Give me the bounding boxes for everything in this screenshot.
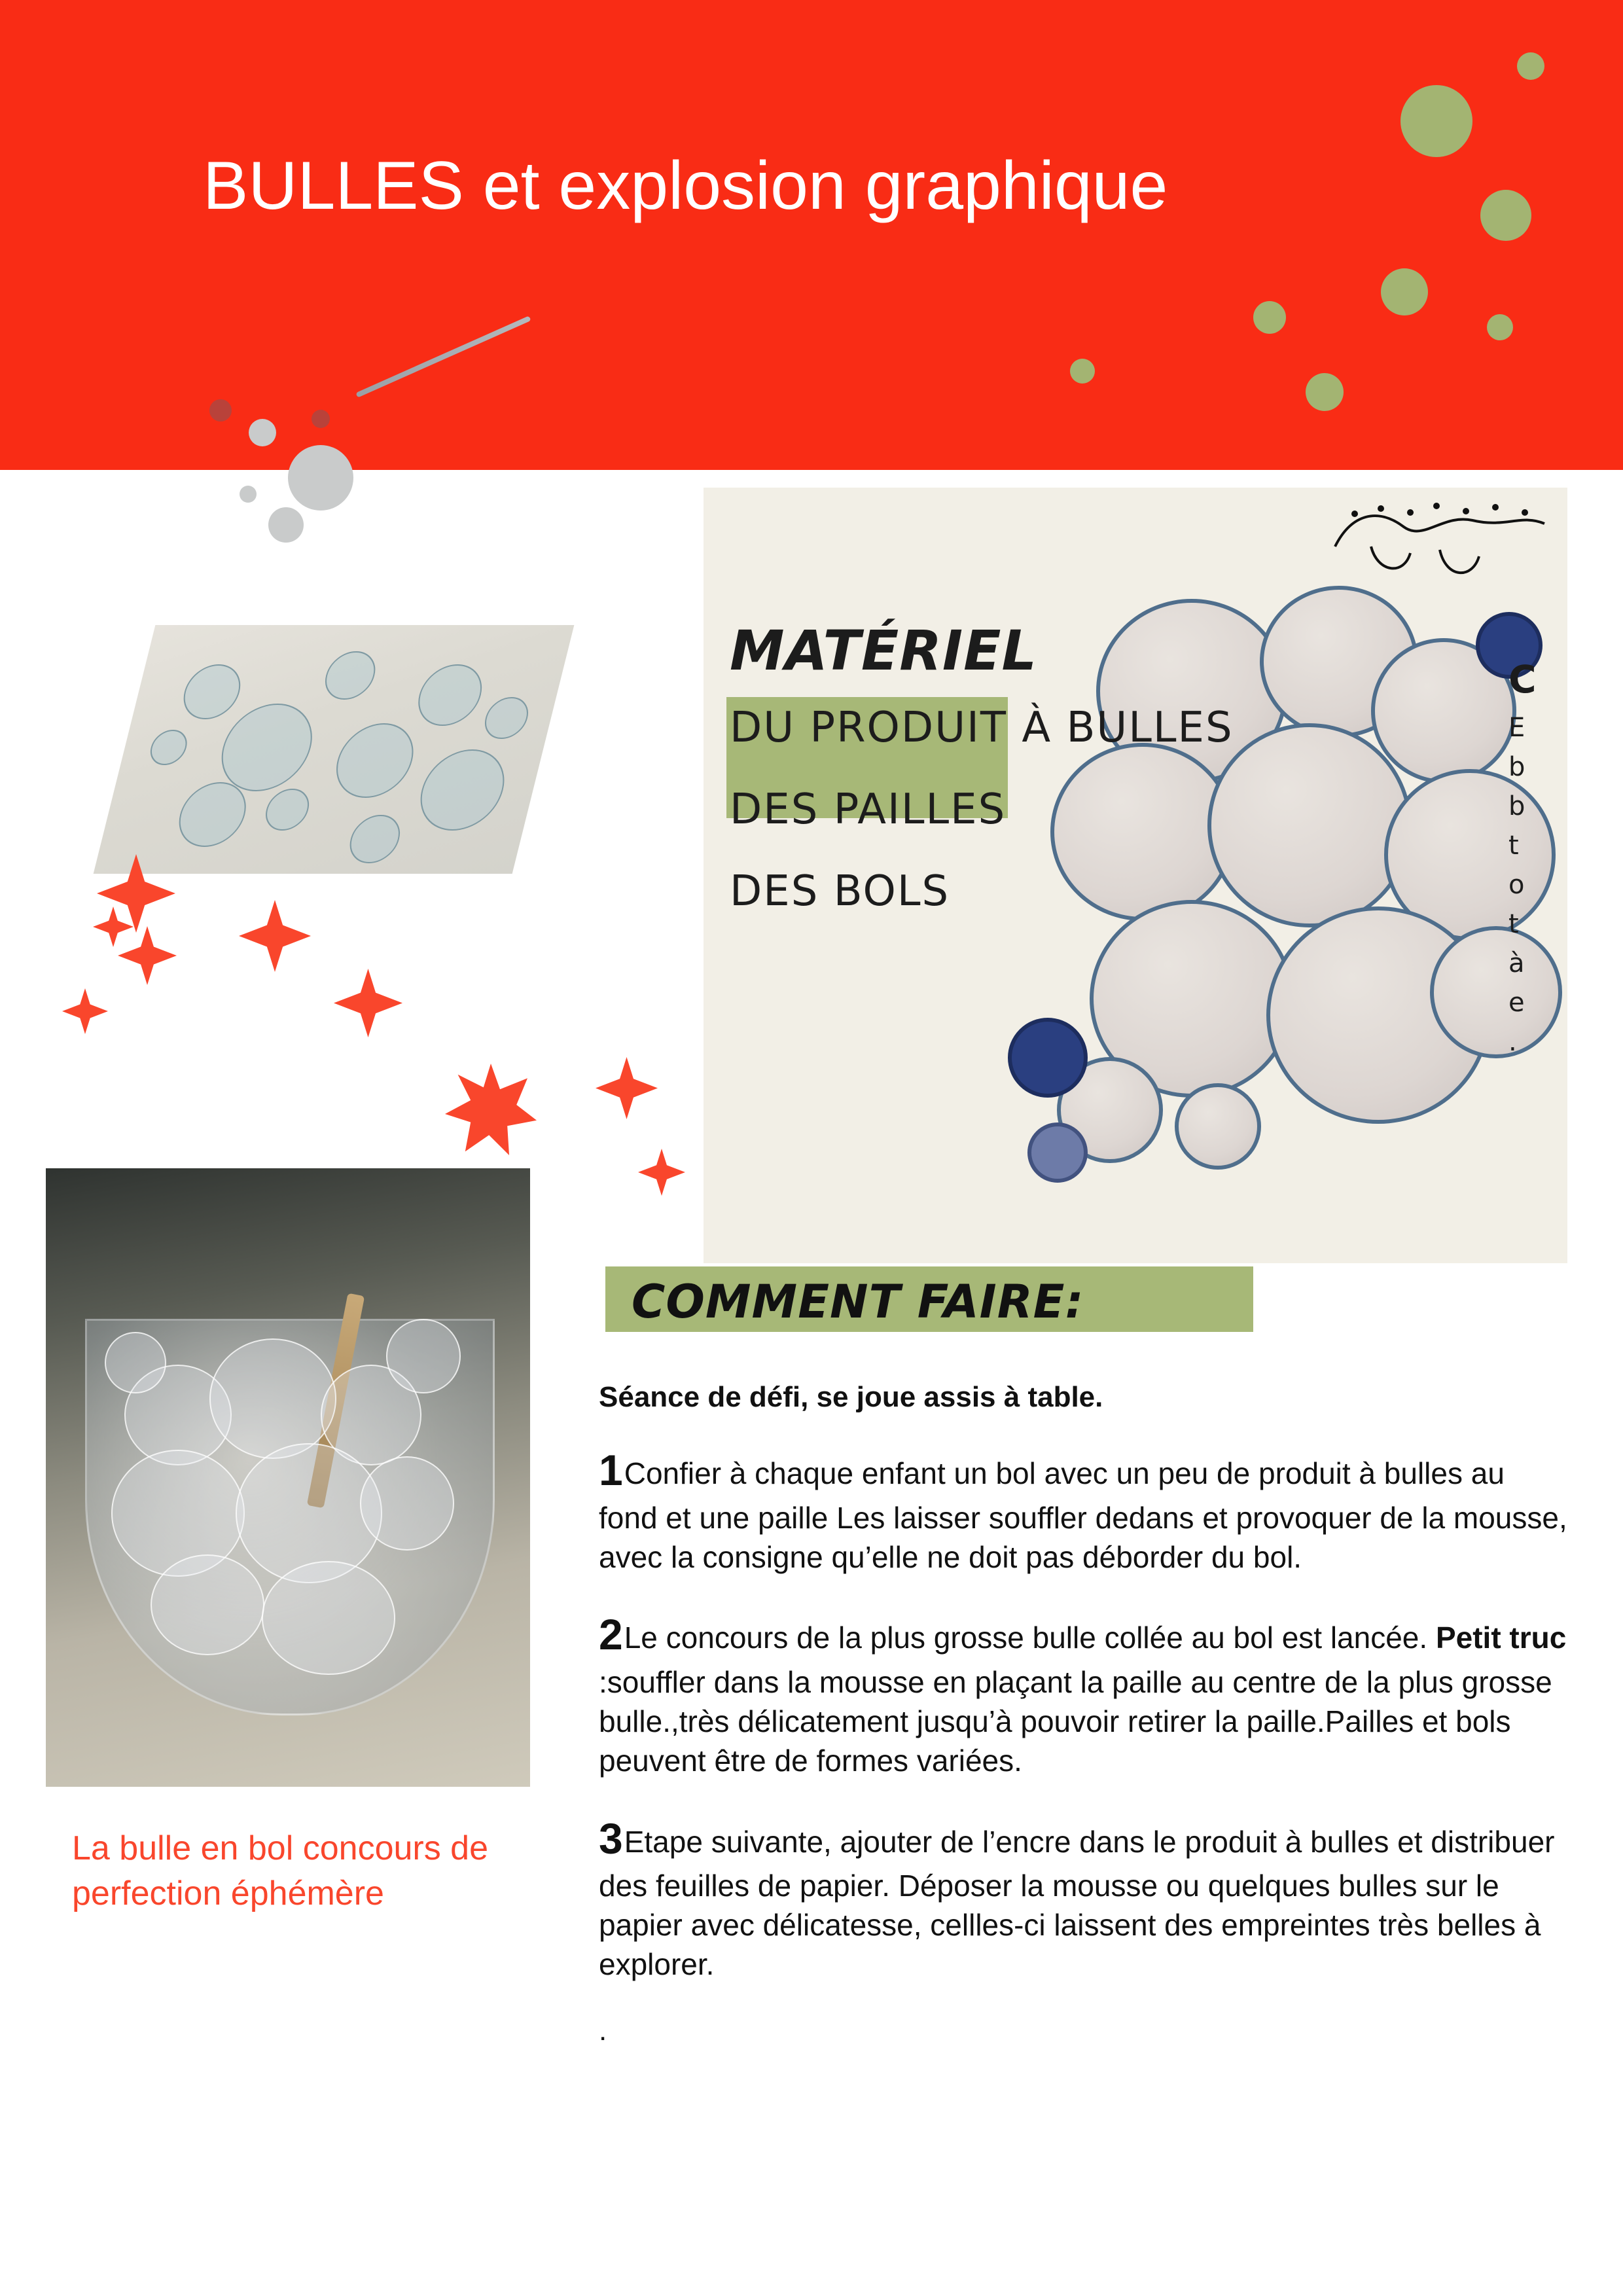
bubble-shape [240, 486, 257, 503]
step-number: 1 [599, 1446, 623, 1494]
step-2 [599, 1607, 1567, 1780]
bubble-shape [209, 399, 232, 422]
decorative-dot [1070, 359, 1095, 384]
star-decoration [93, 906, 134, 947]
grey-bubbles-graphic [183, 399, 458, 569]
instructions-column [599, 1381, 1567, 2047]
star-decoration [638, 1149, 685, 1196]
decorative-dot [1306, 373, 1344, 411]
trailing-dot: . [599, 2014, 607, 2047]
step-text-emphasis: Petit truc [1435, 1621, 1567, 1655]
materiel-card [704, 488, 1567, 1263]
materiel-item-2: DES PAILLES [730, 785, 1007, 834]
step-text: Confier à chaque enfant un bol avec un peu de produit à bulles au fond et une paille Les laisser souffler dedans et provoquer de la mousse, avec la consigne qu’elle ne doit pas déborder du bol. [599, 1456, 1567, 1574]
step-text-after: :souffler dans la mousse en plaçant la paille au centre de la plus grosse bulle.,très délicatement jusqu’à pouvoir retirer la paille.Pailles et bols peuvent être de formes variées. [599, 1665, 1552, 1778]
decorative-dot [1480, 190, 1531, 241]
decorative-dot [1400, 85, 1472, 157]
bowl-caption: La bulle en bol concours de perfection éphémère [72, 1829, 489, 1912]
decorative-dot [1517, 52, 1544, 80]
materiel-heading: MATÉRIEL [730, 619, 1038, 683]
step-number: 2 [599, 1610, 623, 1659]
bowl-photo-image [46, 1168, 530, 1787]
bubble-painting-image [94, 625, 575, 874]
decorative-dot [1253, 301, 1286, 334]
step-number: 3 [599, 1814, 623, 1863]
step-1 [599, 1443, 1567, 1577]
comment-faire-heading: COMMENT FAIRE: [632, 1275, 1084, 1329]
star-decoration [62, 988, 108, 1034]
step-text-before: Le concours de la plus grosse bulle collée au bol est lancée. [624, 1621, 1436, 1655]
bubble-shape [288, 445, 353, 511]
bubble-print-image [978, 560, 1567, 1227]
bubble-shape [312, 410, 330, 428]
materiel-item-3: DES BOLS [730, 867, 950, 916]
bubble-shape [249, 419, 276, 446]
materiel-side-column: C E b b t o t à e . [1508, 657, 1537, 1057]
materiel-item-1: DU PRODUIT À BULLES [730, 704, 1234, 752]
star-decoration [118, 926, 177, 985]
decorative-dot [1487, 314, 1513, 340]
star-decoration [445, 1064, 537, 1155]
bubble-shape [268, 507, 304, 543]
decorative-dot [1381, 268, 1428, 315]
step-3 [599, 1811, 1567, 1984]
page-title: BULLES et explosion graphique [203, 148, 1168, 224]
star-decoration [239, 900, 311, 972]
star-decoration [334, 969, 402, 1037]
step-text: Etape suivante, ajouter de l’encre dans le produit à bulles et distribuer des feuilles de papier. Déposer la mousse ou quelques bulles sur le papier avec délicatesse, cellles-ci laissent des empreintes très belles à explorer. [599, 1824, 1555, 1981]
instructions-lead: Séance de défi, se joue assis à table. [599, 1381, 1103, 1413]
star-decoration [596, 1057, 658, 1119]
